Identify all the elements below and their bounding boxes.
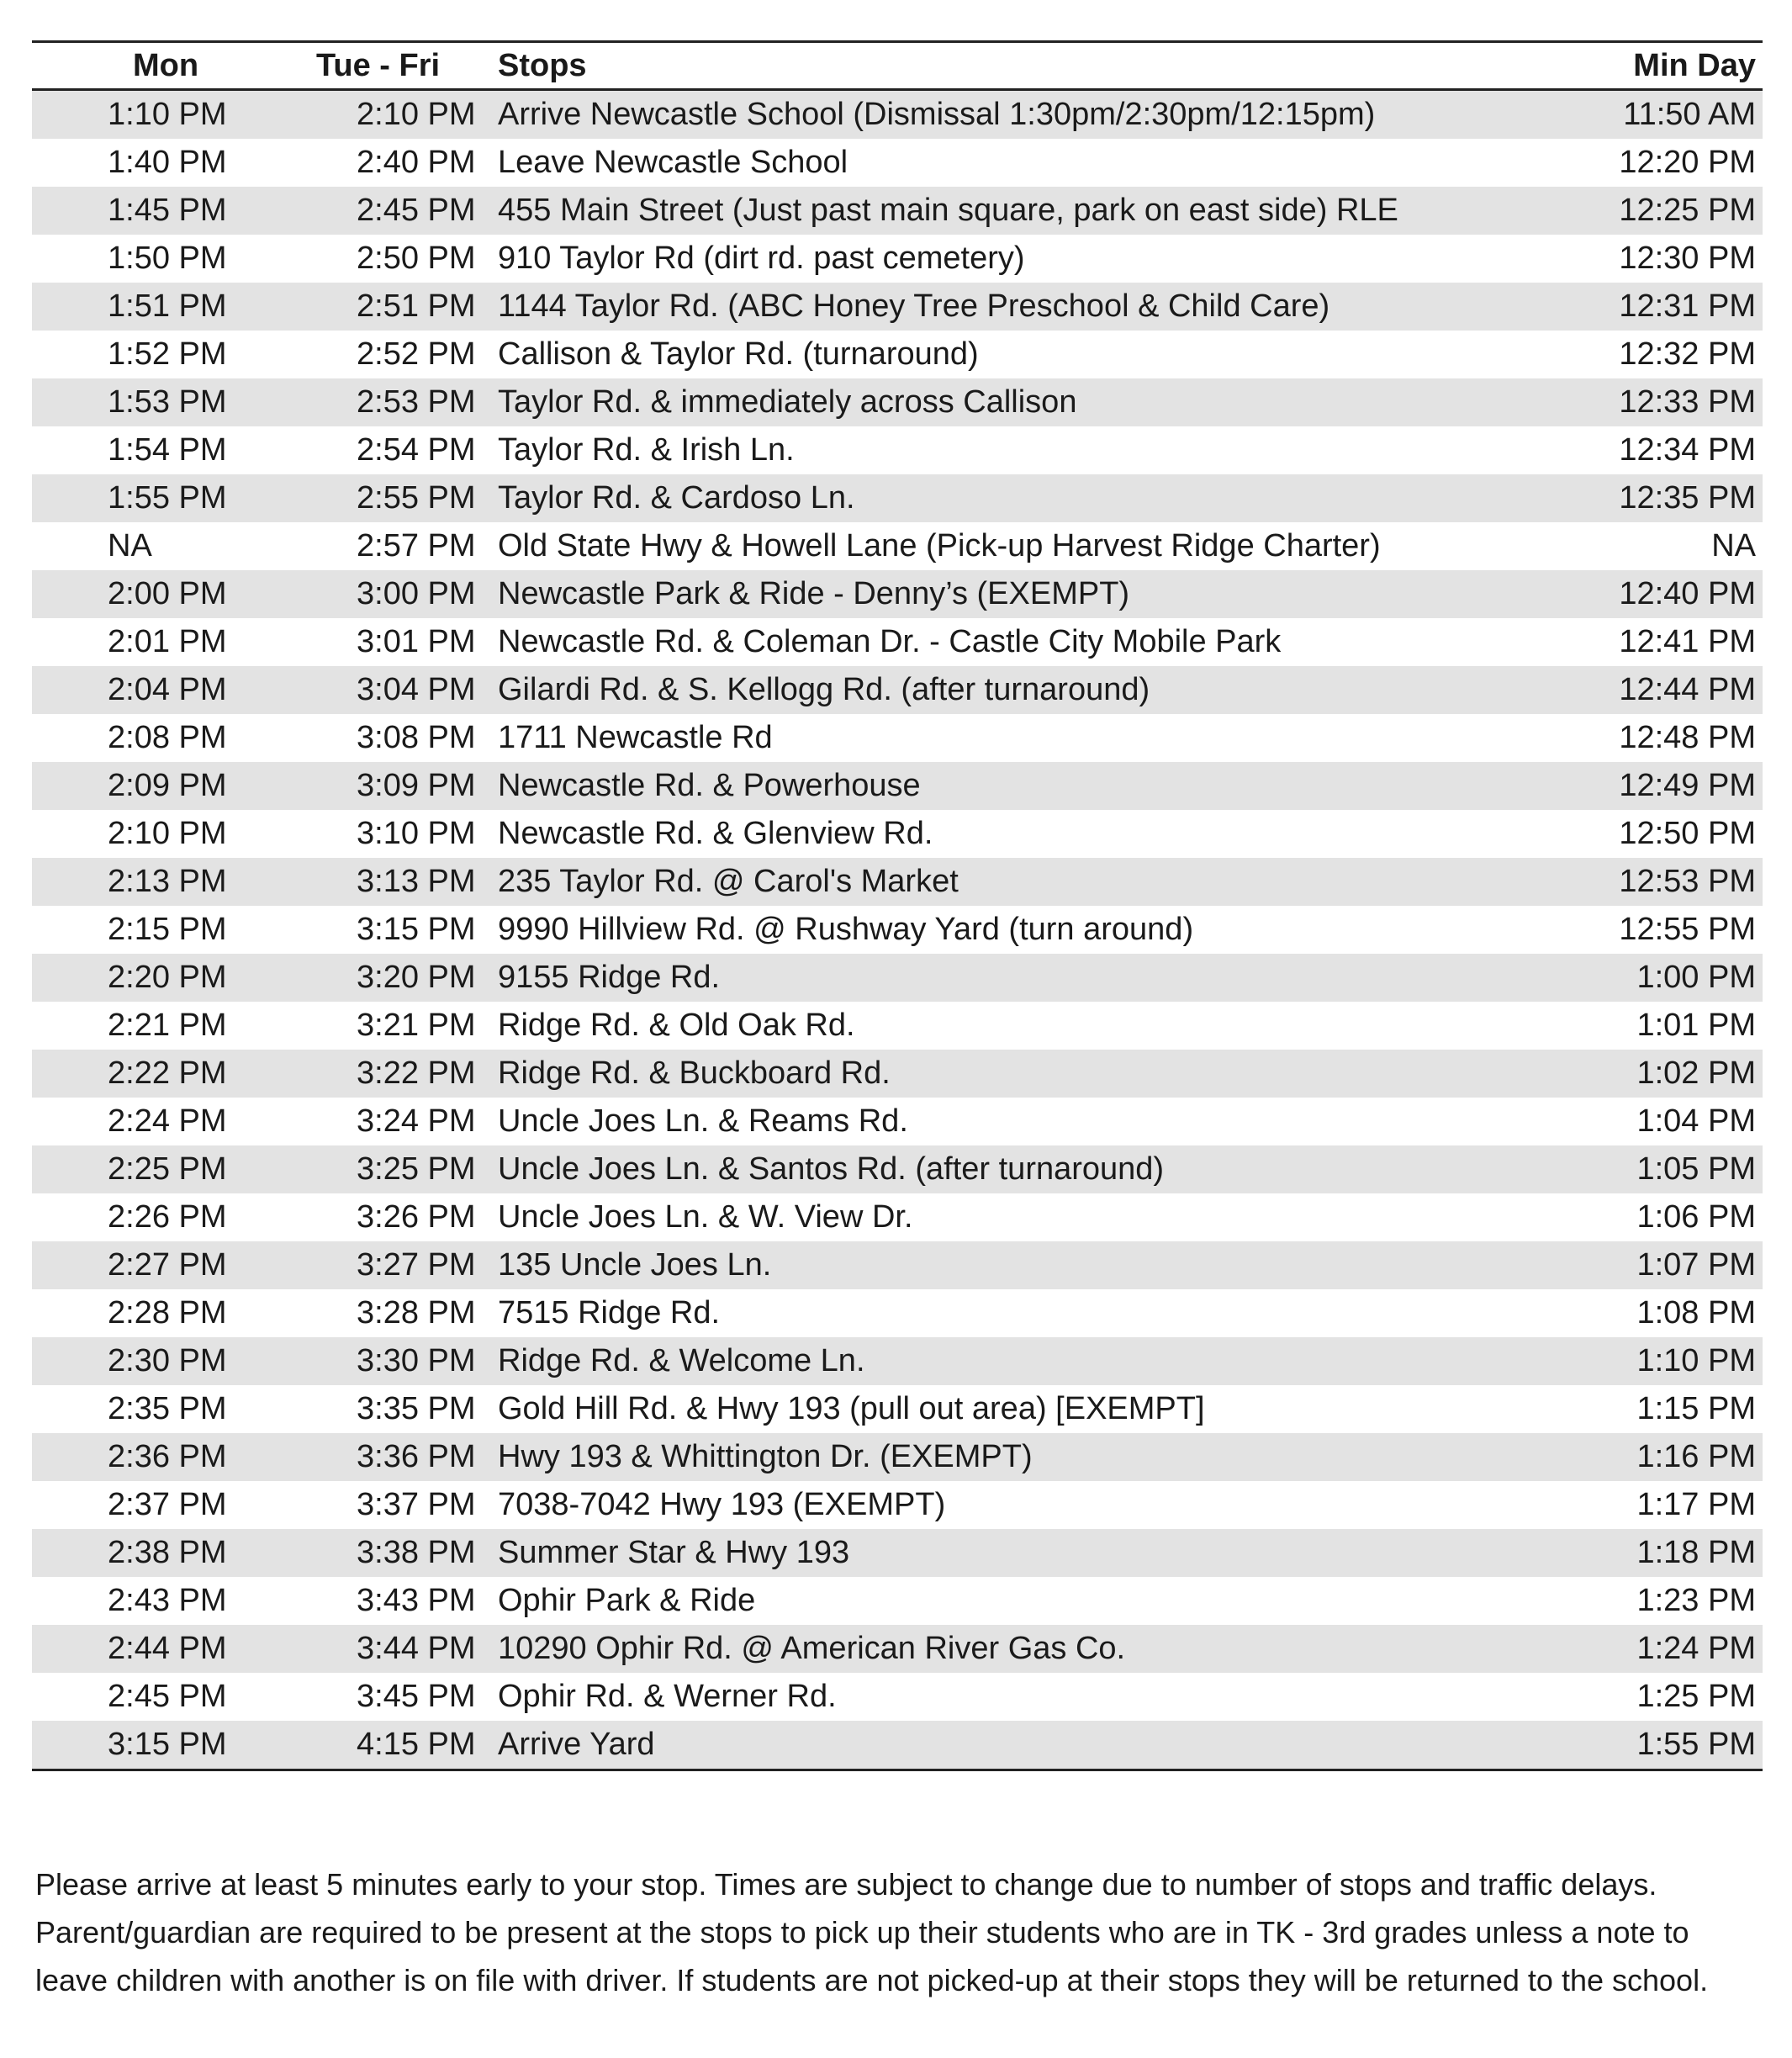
mon-time: 3:15 PM bbox=[32, 1721, 315, 1770]
mon-time: 2:37 PM bbox=[108, 1487, 227, 1522]
stop-name: 455 Main Street (Just past main square, park on east side) RLE bbox=[483, 187, 1544, 235]
tue-fri-time: 3:10 PM bbox=[357, 816, 476, 851]
table-row bbox=[32, 90, 1763, 140]
mon-time: 2:27 PM bbox=[32, 1241, 315, 1289]
mon-time: 1:45 PM bbox=[32, 187, 315, 235]
mon-time: 2:26 PM bbox=[108, 1199, 227, 1235]
mon-time: 1:53 PM bbox=[32, 378, 315, 426]
table-row bbox=[32, 1625, 1763, 1673]
stop-name: 9155 Ridge Rd. bbox=[483, 954, 1544, 1002]
tue-fri-time: 3:28 PM bbox=[357, 1295, 476, 1331]
table-row bbox=[32, 426, 1763, 474]
table-row bbox=[32, 618, 1763, 666]
min-day-time: 12:31 PM bbox=[1544, 283, 1763, 331]
table-row bbox=[32, 139, 1763, 187]
tue-fri-time: 3:15 PM bbox=[357, 912, 476, 947]
stop-name: Ridge Rd. & Old Oak Rd. bbox=[498, 1008, 855, 1043]
min-day-time: 1:15 PM bbox=[1636, 1391, 1756, 1426]
tue-fri-time: 2:52 PM bbox=[357, 336, 476, 372]
stop-name: Uncle Joes Ln. & W. View Dr. bbox=[498, 1199, 913, 1235]
stop-name: Uncle Joes Ln. & Reams Rd. bbox=[498, 1103, 908, 1139]
min-day-time: 1:55 PM bbox=[1544, 1721, 1763, 1770]
tue-fri-time: 3:38 PM bbox=[315, 1529, 483, 1577]
table-row bbox=[32, 1145, 1763, 1193]
table-row bbox=[32, 570, 1763, 618]
tue-fri-time: 2:55 PM bbox=[315, 474, 483, 522]
mon-time: 2:25 PM bbox=[32, 1145, 315, 1193]
stop-name: 9990 Hillview Rd. @ Rushway Yard (turn around) bbox=[498, 912, 1194, 947]
tue-fri-time: 3:24 PM bbox=[357, 1103, 476, 1139]
table-row bbox=[32, 283, 1763, 331]
table-row bbox=[32, 1673, 1763, 1721]
stop-name: Old State Hwy & Howell Lane (Pick-up Harvest Ridge Charter) bbox=[498, 528, 1381, 563]
table-row bbox=[32, 522, 1763, 570]
tue-fri-time: 3:37 PM bbox=[357, 1487, 476, 1522]
table-row bbox=[32, 1002, 1763, 1050]
header-mon: Mon bbox=[32, 42, 315, 90]
mon-time: 1:40 PM bbox=[108, 145, 227, 180]
tue-fri-time: 3:35 PM bbox=[357, 1391, 476, 1426]
min-day-time: 1:18 PM bbox=[1544, 1529, 1763, 1577]
min-day-time: 12:48 PM bbox=[1619, 720, 1756, 755]
stop-name: Newcastle Park & Ride - Denny’s (EXEMPT) bbox=[483, 570, 1544, 618]
min-day-time: 12:41 PM bbox=[1619, 624, 1756, 659]
tue-fri-time: 3:09 PM bbox=[315, 762, 483, 810]
table-row bbox=[32, 1433, 1763, 1481]
mon-time: 2:36 PM bbox=[32, 1433, 315, 1481]
stop-name: Leave Newcastle School bbox=[498, 145, 848, 180]
table-row bbox=[32, 810, 1763, 858]
tue-fri-time: 3:25 PM bbox=[315, 1145, 483, 1193]
tue-fri-time: 3:22 PM bbox=[315, 1050, 483, 1098]
stop-name: 10290 Ophir Rd. @ American River Gas Co. bbox=[483, 1625, 1544, 1673]
table-row bbox=[32, 1193, 1763, 1241]
stop-name: Ridge Rd. & Welcome Ln. bbox=[483, 1337, 1544, 1385]
stop-name: Ophir Park & Ride bbox=[498, 1583, 756, 1618]
table-row bbox=[32, 1098, 1763, 1145]
tue-fri-time: 3:20 PM bbox=[315, 954, 483, 1002]
table-row bbox=[32, 1289, 1763, 1337]
tue-fri-time: 4:15 PM bbox=[315, 1721, 483, 1770]
table-row bbox=[32, 1577, 1763, 1625]
min-day-time: NA bbox=[1711, 528, 1756, 563]
stop-name: Gilardi Rd. & S. Kellogg Rd. (after turnaround) bbox=[483, 666, 1544, 714]
mon-time: 2:10 PM bbox=[108, 816, 227, 851]
min-day-time: 1:04 PM bbox=[1636, 1103, 1756, 1139]
min-day-time: 12:32 PM bbox=[1619, 336, 1756, 372]
min-day-time: 12:44 PM bbox=[1544, 666, 1763, 714]
mon-time: 2:15 PM bbox=[108, 912, 227, 947]
table-row bbox=[32, 858, 1763, 906]
mon-time: 1:52 PM bbox=[108, 336, 227, 372]
mon-time: 2:00 PM bbox=[32, 570, 315, 618]
min-day-time: 12:49 PM bbox=[1544, 762, 1763, 810]
header-stops: Stops bbox=[483, 42, 1544, 90]
mon-time: 2:43 PM bbox=[108, 1583, 227, 1618]
stop-name: 7515 Ridge Rd. bbox=[498, 1295, 721, 1331]
table-row bbox=[32, 1529, 1763, 1577]
tue-fri-time: 3:13 PM bbox=[315, 858, 483, 906]
stop-name: 7038-7042 Hwy 193 (EXEMPT) bbox=[498, 1487, 946, 1522]
min-day-time: 12:33 PM bbox=[1544, 378, 1763, 426]
mon-time: 2:30 PM bbox=[32, 1337, 315, 1385]
stop-name: 235 Taylor Rd. @ Carol's Market bbox=[483, 858, 1544, 906]
mon-time: 2:38 PM bbox=[32, 1529, 315, 1577]
stop-name: Taylor Rd. & Cardoso Ln. bbox=[483, 474, 1544, 522]
tue-fri-time: 2:50 PM bbox=[357, 241, 476, 276]
min-day-time: 12:35 PM bbox=[1544, 474, 1763, 522]
min-day-time: 12:25 PM bbox=[1544, 187, 1763, 235]
stop-name: Taylor Rd. & immediately across Callison bbox=[483, 378, 1544, 426]
min-day-time: 1:08 PM bbox=[1636, 1295, 1756, 1331]
tue-fri-time: 3:01 PM bbox=[357, 624, 476, 659]
tue-fri-time: 3:26 PM bbox=[357, 1199, 476, 1235]
tue-fri-time: 3:43 PM bbox=[357, 1583, 476, 1618]
mon-time: 2:08 PM bbox=[108, 720, 227, 755]
header-min-day: Min Day bbox=[1544, 42, 1763, 90]
tue-fri-time: 2:51 PM bbox=[315, 283, 483, 331]
table-row bbox=[32, 762, 1763, 810]
header-tue-fri: Tue - Fri bbox=[315, 42, 483, 90]
min-day-time: 1:23 PM bbox=[1636, 1583, 1756, 1618]
table-row bbox=[32, 1050, 1763, 1098]
table-row bbox=[32, 474, 1763, 522]
stop-name: Ophir Rd. & Werner Rd. bbox=[498, 1679, 837, 1714]
min-day-time: 1:24 PM bbox=[1544, 1625, 1763, 1673]
table-row bbox=[32, 954, 1763, 1002]
mon-time: 2:20 PM bbox=[32, 954, 315, 1002]
table-row bbox=[32, 1385, 1763, 1433]
stop-name: 1711 Newcastle Rd bbox=[498, 720, 773, 755]
min-day-time: 12:53 PM bbox=[1544, 858, 1763, 906]
tue-fri-time: 2:40 PM bbox=[357, 145, 476, 180]
mon-time: 2:21 PM bbox=[108, 1008, 227, 1043]
stop-name: Arrive Newcastle School (Dismissal 1:30pm/2:30pm/12:15pm) bbox=[483, 90, 1544, 140]
min-day-time: 1:02 PM bbox=[1544, 1050, 1763, 1098]
tue-fri-time: 2:10 PM bbox=[315, 90, 483, 140]
min-day-time: 1:25 PM bbox=[1636, 1679, 1756, 1714]
table-row bbox=[32, 1241, 1763, 1289]
header-row bbox=[32, 42, 1763, 90]
min-day-time: 1:01 PM bbox=[1636, 1008, 1756, 1043]
min-day-time: 1:10 PM bbox=[1544, 1337, 1763, 1385]
stop-name: Uncle Joes Ln. & Santos Rd. (after turnaround) bbox=[483, 1145, 1544, 1193]
table-row bbox=[32, 906, 1763, 954]
mon-time: 1:10 PM bbox=[32, 90, 315, 140]
table-row bbox=[32, 187, 1763, 235]
tue-fri-time: 3:44 PM bbox=[315, 1625, 483, 1673]
stop-name: Hwy 193 & Whittington Dr. (EXEMPT) bbox=[483, 1433, 1544, 1481]
notice-paragraph: Please arrive at least 5 minutes early to your stop. Times are subject to change due to number of stops and traffic delays. Parent/guardian are required to be present at the stops to pick up their students who are in TK - 3rd grades unless a note to leave children with another is on file with driver. If students are not picked-up at their stops they will be returned to the school. bbox=[35, 1867, 1709, 1997]
tue-fri-time: 3:21 PM bbox=[357, 1008, 476, 1043]
mon-time: 2:04 PM bbox=[32, 666, 315, 714]
stop-name: Taylor Rd. & Irish Ln. bbox=[498, 432, 795, 468]
min-day-time: 1:06 PM bbox=[1636, 1199, 1756, 1235]
min-day-time: 1:07 PM bbox=[1544, 1241, 1763, 1289]
mon-time: 2:44 PM bbox=[32, 1625, 315, 1673]
mon-time: 2:01 PM bbox=[108, 624, 227, 659]
mon-time: 2:35 PM bbox=[108, 1391, 227, 1426]
min-day-time: 12:50 PM bbox=[1619, 816, 1756, 851]
mon-time: NA bbox=[108, 528, 152, 563]
min-day-time: 1:05 PM bbox=[1544, 1145, 1763, 1193]
table-row bbox=[32, 714, 1763, 762]
tue-fri-time: 3:00 PM bbox=[315, 570, 483, 618]
mon-time: 1:51 PM bbox=[32, 283, 315, 331]
min-day-time: 1:00 PM bbox=[1544, 954, 1763, 1002]
min-day-time: 12:34 PM bbox=[1619, 432, 1756, 468]
stop-name: 135 Uncle Joes Ln. bbox=[483, 1241, 1544, 1289]
stop-name: 910 Taylor Rd (dirt rd. past cemetery) bbox=[498, 241, 1025, 276]
table-row bbox=[32, 1337, 1763, 1385]
min-day-time: 1:16 PM bbox=[1544, 1433, 1763, 1481]
stop-name: Newcastle Rd. & Coleman Dr. - Castle City Mobile Park bbox=[498, 624, 1282, 659]
min-day-time: 12:55 PM bbox=[1619, 912, 1756, 947]
mon-time: 1:54 PM bbox=[108, 432, 227, 468]
min-day-time: 11:50 AM bbox=[1544, 90, 1763, 140]
tue-fri-time: 3:08 PM bbox=[357, 720, 476, 755]
min-day-time: 1:17 PM bbox=[1636, 1487, 1756, 1522]
tue-fri-time: 2:53 PM bbox=[315, 378, 483, 426]
mon-time: 1:55 PM bbox=[32, 474, 315, 522]
tue-fri-time: 2:45 PM bbox=[315, 187, 483, 235]
tue-fri-time: 2:54 PM bbox=[357, 432, 476, 468]
mon-time: 2:24 PM bbox=[108, 1103, 227, 1139]
tue-fri-time: 3:27 PM bbox=[315, 1241, 483, 1289]
mon-time: 2:28 PM bbox=[108, 1295, 227, 1331]
min-day-time: 12:20 PM bbox=[1619, 145, 1756, 180]
tue-fri-time: 3:30 PM bbox=[315, 1337, 483, 1385]
stop-name: Newcastle Rd. & Powerhouse bbox=[483, 762, 1544, 810]
table-row bbox=[32, 666, 1763, 714]
table-row bbox=[32, 1481, 1763, 1529]
stop-name: Summer Star & Hwy 193 bbox=[483, 1529, 1544, 1577]
table-row bbox=[32, 378, 1763, 426]
min-day-time: 12:30 PM bbox=[1619, 241, 1756, 276]
table-row bbox=[32, 235, 1763, 283]
table-row bbox=[32, 331, 1763, 378]
mon-time: 1:50 PM bbox=[108, 241, 227, 276]
min-day-time: 12:40 PM bbox=[1544, 570, 1763, 618]
stop-name: 1144 Taylor Rd. (ABC Honey Tree Preschool & Child Care) bbox=[483, 283, 1544, 331]
bus-schedule-table bbox=[32, 40, 1763, 1771]
stop-name: Arrive Yard bbox=[483, 1721, 1544, 1770]
mon-time: 2:45 PM bbox=[108, 1679, 227, 1714]
mon-time: 2:22 PM bbox=[32, 1050, 315, 1098]
stop-name: Callison & Taylor Rd. (turnaround) bbox=[498, 336, 979, 372]
mon-time: 2:09 PM bbox=[32, 762, 315, 810]
tue-fri-time: 3:36 PM bbox=[315, 1433, 483, 1481]
tue-fri-time: 2:57 PM bbox=[357, 528, 476, 563]
tue-fri-time: 3:04 PM bbox=[315, 666, 483, 714]
tue-fri-time: 3:45 PM bbox=[357, 1679, 476, 1714]
stop-name: Newcastle Rd. & Glenview Rd. bbox=[498, 816, 933, 851]
mon-time: 2:13 PM bbox=[32, 858, 315, 906]
stop-name: Ridge Rd. & Buckboard Rd. bbox=[483, 1050, 1544, 1098]
table-row bbox=[32, 1721, 1763, 1770]
stop-name: Gold Hill Rd. & Hwy 193 (pull out area) [EXEMPT] bbox=[498, 1391, 1205, 1426]
